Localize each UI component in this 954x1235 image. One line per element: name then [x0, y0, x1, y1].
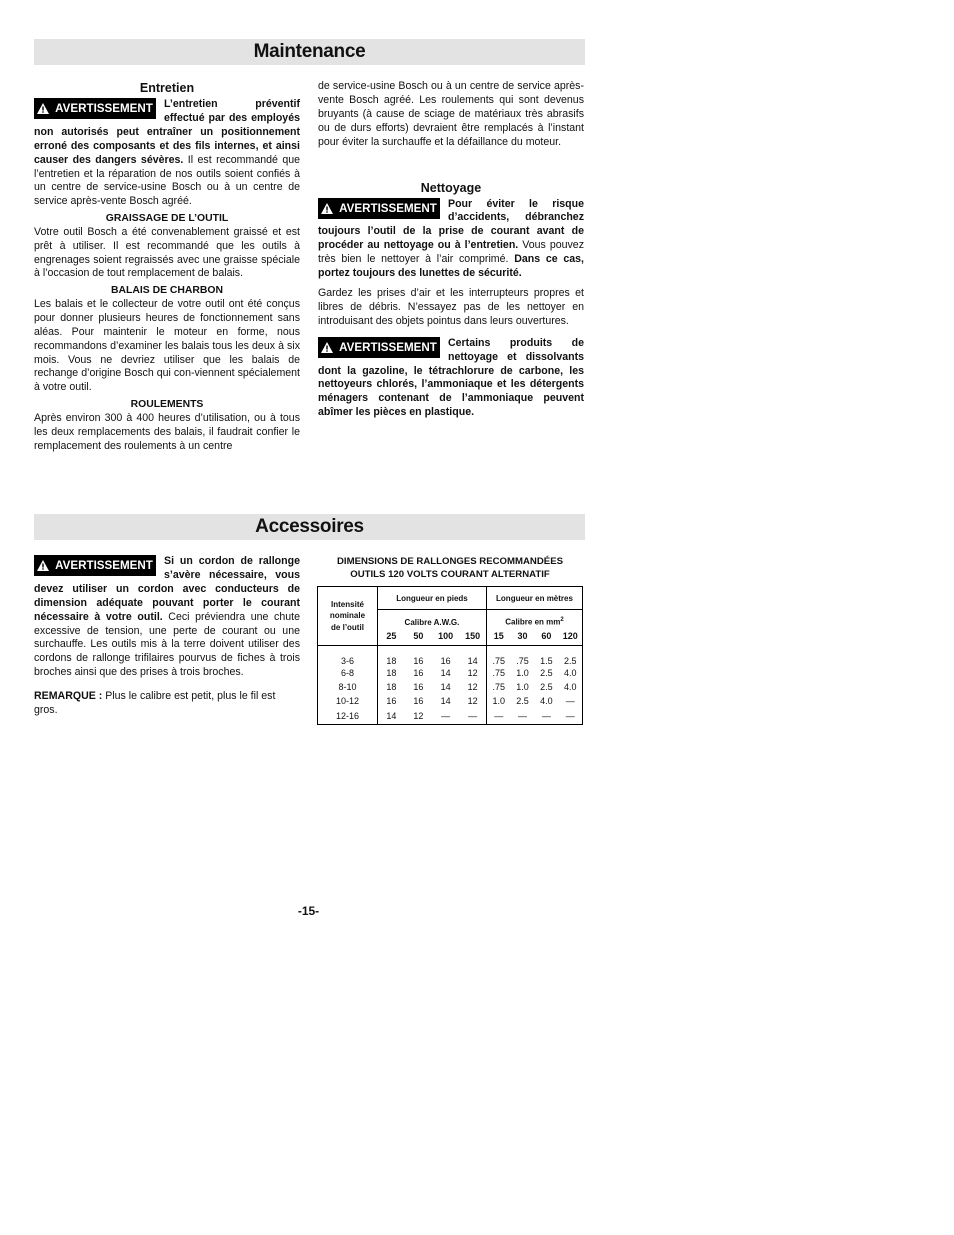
table-cell: — [459, 708, 486, 725]
table-cell: — [517, 710, 527, 721]
table-cell: — [441, 710, 451, 721]
table-title-line2: OUTILS 120 VOLTS COURANT ALTERNATIF [350, 568, 550, 580]
accessoires-left-column [34, 555, 300, 718]
warning-label: AVERTISSEMENT [55, 559, 153, 572]
table-cell: 6-8 [318, 666, 378, 680]
table-cell: 12-16 [318, 708, 378, 725]
nettoyage-warning-paragraph [318, 198, 584, 281]
entretien-paragraph [34, 98, 300, 209]
table-cell: 16 [440, 655, 451, 666]
maintenance-left-column [34, 80, 300, 453]
warning-triangle-icon [37, 560, 49, 571]
warning-triangle-icon [321, 203, 333, 214]
table-cell: 2.5 [563, 655, 577, 666]
table-cell: — [494, 710, 504, 721]
table-cell: 16 [386, 695, 397, 706]
table-row [318, 694, 583, 708]
table-cell: 16 [413, 655, 424, 666]
table-cell: 14 [440, 695, 451, 706]
solvent-warning-badge [318, 337, 440, 358]
table-cell: 8-10 [318, 680, 378, 694]
warning-label: AVERTISSEMENT [55, 102, 153, 115]
table-cell: 1.0 [516, 681, 529, 692]
table-cell: 12 [459, 694, 486, 708]
table-cell: — [565, 695, 575, 706]
rallonge-warning-bold: Si un cordon de rallonge s’avère nécessaire, vous devez utiliser un cordon avec conducteurs de dimension adéquate pouvant porter le courant nécessaire à votre outil. [34, 555, 300, 623]
table-cell: 2.5 [540, 681, 553, 692]
entretien-warning-badge [34, 98, 156, 119]
rallonge-warning-badge [34, 555, 156, 576]
table-cell: 4.0 [563, 681, 577, 692]
feet-header: Longueur en pieds [377, 587, 486, 610]
roulements-text: Après environ 300 à 400 heures d’utilisation, ou à tous les deux remplacements des balais, il faudrait confier le remplacement des roulements à un centre [34, 411, 300, 452]
roulements-heading: ROULEMENTS [130, 399, 204, 411]
table-row [318, 646, 583, 666]
table-cell: — [565, 710, 575, 721]
rallonge-warning-text: Ceci préviendra une chute excessive de tension, une perte de courant ou une surchauffe. Les outils mis à la terre doivent utiliser des cordons de rallonge trifilaires pourvus de fiches à trois broches ainsi que des prises à trois broches. [34, 610, 300, 679]
table-cell: 12 [413, 710, 424, 721]
table-cell: 3-6 [318, 646, 378, 666]
extension-cord-table [317, 586, 583, 725]
nettoyage-warning-badge [318, 198, 440, 219]
entretien-warning-text: L’entretien préventif effectué par des employés non autorisés peut entraîner un positionnement erroné des composants et des fils internes, et ainsi causer des dangers sévères. [34, 98, 300, 166]
rating-header: Intensité nominale de l’outil [318, 587, 378, 646]
remarque-note [34, 690, 300, 718]
nettoyage-warning-text: Vous pouvez très bien le nettoyer à l’air comprimé. [318, 239, 584, 266]
maintenance-section-header [34, 39, 585, 65]
table-row [318, 666, 583, 680]
warning-triangle-icon [321, 342, 333, 353]
table-cell: 4.0 [540, 695, 553, 706]
page-number: -15- [297, 904, 320, 918]
meters-header: Longueur en mètres [486, 587, 582, 610]
table-cell: 2.5 [540, 667, 553, 678]
entretien-text: Il est recommandé que l’entretien et la réparation de nos outils soient confiés à un centre de service-usine Bosch ou à un centre de service après-vente Bosch agréé. [34, 153, 301, 208]
nettoyage-heading: Nettoyage [420, 180, 482, 195]
balais-text: Les balais et le collecteur de votre outil ont été conçus pour donner plusieurs heures de fonctionnement sans aléas. Pour maintenir le moteur en forme, nous recommandons d’examiner les balais tous les deux à six mois. Vous ne devriez utiliser que les balais de rechange d’origine Bosch qui con-viennent spécialement à votre outil. [34, 297, 300, 394]
remarque-label: REMARQUE : [34, 690, 103, 703]
table-cell: 1.0 [516, 667, 529, 678]
table-cell: .75 [516, 655, 529, 666]
table-cell: .75 [492, 667, 505, 678]
nettoyage-text: Gardez les prises d’air et les interrupteurs propres et libres de débris. N’essayez pas de les nettoyer en introduisant des objets pointus dans leurs ouvertures. [318, 286, 584, 327]
warning-label: AVERTISSEMENT [339, 201, 437, 215]
entretien-heading: Entretien [139, 81, 195, 95]
solvent-warning-paragraph [318, 337, 584, 420]
balais-heading: BALAIS DE CHARBON [111, 285, 223, 297]
solvent-warning-text: Certains produits de nettoyage et dissolvants dont la gazoline, le tétrachlorure de carbone, les nettoyeurs chlorés, l’ammoniaque et les détergents ménagers contenant de l’ammoniaque peuvent abîmer les pièces en plastique. [318, 336, 584, 419]
table-cell: 18 [386, 681, 397, 692]
table-cell: — [541, 710, 551, 721]
table-cell: 14 [440, 667, 451, 678]
table-cell: 14 [440, 681, 451, 692]
maintenance-right-column [318, 80, 584, 420]
table-cell: 16 [413, 695, 424, 706]
table-cell: 14 [459, 646, 486, 666]
remarque-text: Plus le calibre est petit, plus le fil est gros. [34, 690, 276, 717]
nettoyage-warning-bold: Pour éviter le risque d’accidents, débranchez toujours l’outil de la prise de courant avant de procéder au nettoyage ou à l’entretien. [318, 197, 584, 252]
rallonge-warning-paragraph [34, 555, 300, 680]
awg-label: Calibre A.W.G. [377, 610, 486, 627]
table-row [318, 680, 583, 694]
table-cell: 2.5 [516, 695, 529, 706]
maintenance-title: Maintenance [253, 41, 366, 62]
table-title-line1: DIMENSIONS DE RALLONGES RECOMMANDÉES [336, 556, 563, 567]
table-row [318, 708, 583, 725]
table-cell: 1.0 [492, 695, 505, 706]
table-cell: 12 [459, 666, 486, 680]
table-cell: 14 [386, 710, 397, 721]
table-cell: 12 [459, 680, 486, 694]
nettoyage-warning-bold2: Dans ce cas, portez toujours des lunettes de sécurité. [318, 253, 584, 280]
accessoires-title: Accessoires [255, 516, 364, 537]
table-cell: 1.5 [540, 655, 553, 666]
table-cell: 16 [413, 681, 424, 692]
table-cell: 16 [413, 667, 424, 678]
roulements-text-continued: de service-usine Bosch ou à un centre de service après-vente Bosch agréé. Les roulements qui sont devenus bruyants (à cause de sciage de matériaux très abrasifs ou de durs efforts) devraient être remplacés à l’instant pour éviter la surchauffe et la défaillance du moteur. [318, 80, 584, 148]
warning-label: AVERTISSEMENT [339, 340, 437, 354]
table-body [318, 646, 583, 725]
graissage-text: Votre outil Bosch a été convenablement graissé et est prêt à utiliser. Il est recommandé que les outils à engrenages soient regraissés avec une graisse spéciale à l’occasion de tout remplacement de balais. [34, 225, 300, 280]
table-cell: 10-12 [318, 694, 378, 708]
table-cell: .75 [492, 681, 505, 692]
graissage-heading: GRAISSAGE DE L’OUTIL [105, 213, 229, 225]
accessoires-section-header [34, 514, 585, 540]
table-cell: 18 [386, 655, 397, 666]
table-cell: 18 [386, 667, 397, 678]
table-cell: .75 [492, 655, 505, 666]
mm-label: Calibre en $mm^2$ [505, 616, 564, 627]
table-cell: 4.0 [563, 667, 577, 678]
length-header-row: 25 50 100 150 15 30 60 120 [318, 627, 583, 646]
extension-cord-table-title [317, 556, 583, 581]
warning-triangle-icon [37, 103, 49, 114]
